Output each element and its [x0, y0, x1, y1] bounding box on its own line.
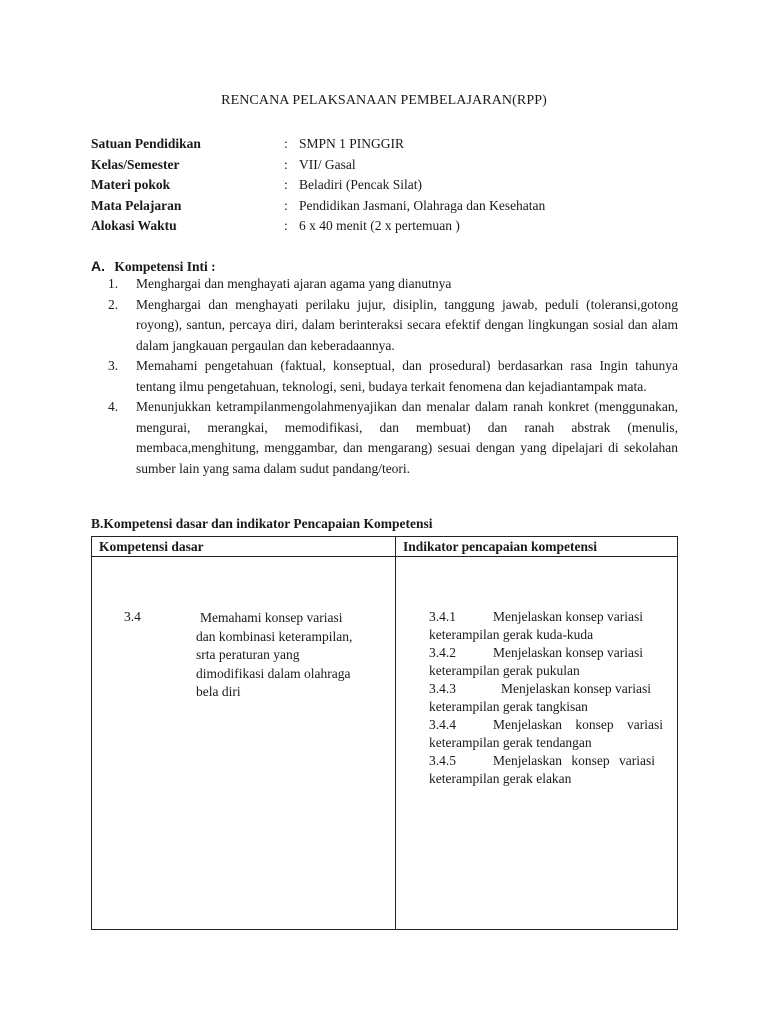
meta-label: Kelas/Semester: [91, 156, 180, 172]
list-item: [108, 274, 678, 295]
kd-line: dan kombinasi keterampilan,: [196, 628, 353, 644]
kd-cell: [92, 557, 396, 930]
indicator-item: [429, 752, 669, 788]
kd-line: Memahami konsep variasi: [200, 610, 343, 625]
section-a-letter: A.: [91, 258, 105, 274]
table-header-row: [92, 537, 678, 557]
indicator-code: 3.4.2: [429, 645, 456, 660]
meta-value: Pendidikan Jasmani, Olahraga dan Kesehatan: [299, 197, 546, 213]
list-item: [108, 356, 678, 397]
indicator-head: Menjelaskan konsep variasi: [493, 645, 643, 660]
indicator-tail: keterampilan gerak pukulan: [429, 663, 580, 678]
meta-colon: :: [284, 136, 288, 151]
list-number: 4.: [108, 399, 119, 414]
kd-line: srta peraturan yang: [196, 647, 300, 662]
meta-row-mapel: [91, 196, 691, 217]
list-item: [108, 295, 678, 357]
meta-row-satuan: [91, 134, 691, 155]
indicator-list: [396, 557, 677, 788]
header-indikator: Indikator pencapaian kompetensi: [396, 537, 678, 557]
kompetensi-inti-list: [108, 274, 678, 479]
meta-row-kelas: [91, 155, 691, 176]
meta-colon: :: [284, 156, 288, 172]
meta-value: VII/ Gasal: [299, 156, 356, 172]
list-text: Menghargai dan menghayati ajaran agama yang dianutnya: [136, 276, 452, 291]
indicator-item: [429, 644, 669, 680]
indicator-tail: keterampilan gerak kuda-kuda: [429, 627, 594, 642]
table-row: [92, 557, 678, 930]
list-number: 3.: [108, 358, 119, 373]
indicator-head: Menjelaskan konsep variasi: [493, 609, 643, 624]
meta-colon: :: [284, 197, 288, 213]
document-title: RENCANA PELAKSANAAN PEMBELAJARAN(RPP): [221, 93, 547, 108]
section-a-title: Kompetensi Inti :: [114, 259, 216, 274]
indicator-tail: keterampilan gerak elakan: [429, 771, 572, 786]
meta-row-alokasi: [91, 216, 691, 237]
list-number: 1.: [108, 276, 119, 291]
list-text: Memahami pengetahuan (faktual, konseptual, dan prosedural) berdasarkan rasa Ingin tahunya tentang ilmu pengetahuan, teknologi, seni, budaya terkait fenomena dan kejadiantampak mata.: [136, 358, 678, 394]
list-text: Menunjukkan ketrampilanmengolahmenyajikan dan menalar dalam ranah konkret (menggunakan, mengurai, merangkai, memodifikasi, dan membuat) dan ranah abstrak (menulis, membaca,menghitung, menggambar, dan mengarang) sesuai dengan yang dipelajari di sekolahan sumber lain yang sama dalam sudut pandang/teori.: [136, 399, 678, 476]
header-kompetensi-dasar: Kompetensi dasar: [92, 537, 396, 557]
indicator-item: [429, 716, 669, 752]
identity-block: [91, 134, 691, 237]
kompetensi-table: [91, 536, 678, 930]
meta-value: Beladiri (Pencak Silat): [299, 177, 422, 192]
meta-label: Alokasi Waktu: [91, 218, 177, 233]
section-b-heading: B.Kompetensi dasar dan indikator Pencapaian Kompetensi: [91, 516, 433, 531]
meta-colon: :: [284, 177, 288, 192]
indicator-head: Menjelaskan konsep variasi: [493, 753, 655, 768]
indicator-tail: keterampilan gerak tendangan: [429, 735, 592, 750]
meta-row-materi: [91, 175, 691, 196]
meta-label: Materi pokok: [91, 177, 171, 192]
indicator-head: Menjelaskan konsep variasi: [501, 681, 651, 696]
kd-description: [196, 609, 374, 702]
meta-colon: :: [284, 218, 288, 233]
indicator-code: 3.4.4: [429, 717, 456, 732]
indicator-code: 3.4.5: [429, 753, 456, 768]
indicator-item: [429, 608, 669, 644]
kd-wrap: [92, 557, 395, 929]
indicator-cell: [396, 557, 678, 930]
list-number: 2.: [108, 296, 119, 312]
kd-code: 3.4: [124, 609, 141, 624]
meta-label: Satuan Pendidikan: [91, 136, 201, 151]
indicator-code: 3.4.1: [429, 609, 456, 624]
indicator-head: Menjelaskan konsep variasi: [493, 717, 663, 732]
kd-line: bela diri: [196, 684, 241, 699]
list-text: Menghargai dan menghayati perilaku jujur, disiplin, tanggung jawab, peduli (toleransi,gotong royong), santun, percaya diri, dalam berinteraksi secara efektif dengan lingkungan sosial dan alam dalam jangkauan pergaulan dan keberadaannya.: [136, 296, 678, 353]
indicator-tail: keterampilan gerak tangkisan: [429, 699, 588, 714]
meta-value: SMPN 1 PINGGIR: [299, 136, 405, 151]
indicator-code: 3.4.3: [429, 681, 456, 696]
kd-line: dimodifikasi dalam olahraga: [196, 665, 351, 681]
meta-value: 6 x 40 menit (2 x pertemuan ): [299, 218, 460, 233]
list-item: [108, 397, 678, 479]
indicator-item: [429, 680, 669, 716]
meta-label: Mata Pelajaran: [91, 197, 182, 213]
